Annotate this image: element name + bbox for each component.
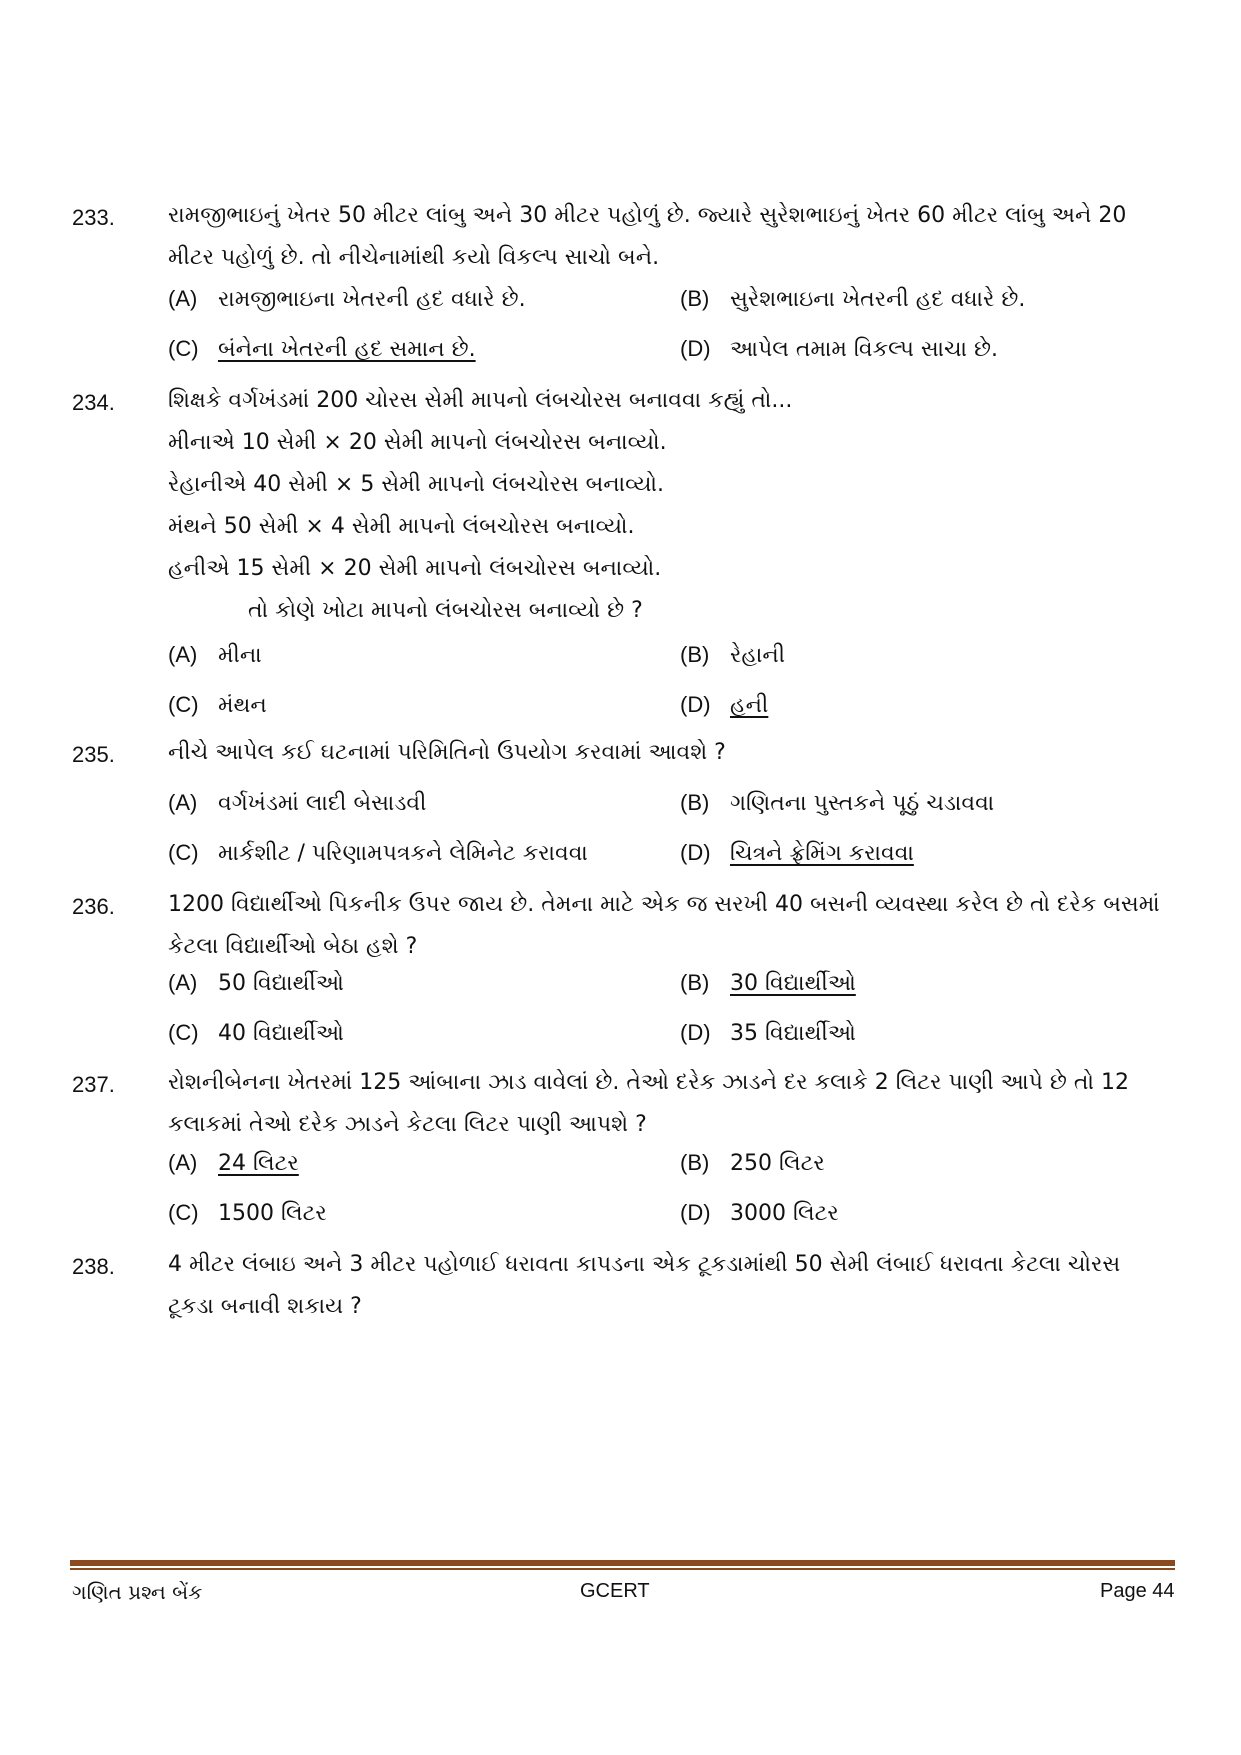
question-text: રોશનીબેનના ખેતરમાં 125 આંબાના ઝાડ વાવેલાં છે. તેઓ દરેક ઝાડને દર કલાકે 2 લિટર પાણી આપે છે તો 12 કલાકમાં તેઓ દરેક ઝાડને કેટલા લિટર પાણી આપશે ? [168, 1070, 1129, 1137]
page-number: Page 44 [1100, 1580, 1175, 1602]
question-line: રેહાનીએ 40 સેમી × 5 સેમી માપનો લંબચોરસ બનાવ્યો. [168, 472, 665, 497]
question-number: 235. [72, 742, 115, 767]
footer-divider [70, 1560, 1175, 1566]
option-b: (B) રેહાની [680, 642, 786, 668]
option-c: (C) 40 વિદ્યાર્થીઓ [168, 1020, 344, 1046]
footer-publisher: GCERT [580, 1580, 650, 1602]
question-text: રામજીભાઇનું ખેતર 50 મીટર લાંબુ અને 30 મીટર પહોળું છે. જ્યારે સુરેશભાઇનું ખેતર 60 મીટર લાંબુ અને 20 મીટર પહોળું છે. તો નીચેનામાંથી કયો વિકલ્પ સાચો બને. [168, 203, 1127, 270]
question-text: 4 મીટર લંબાઇ અને 3 મીટર પહોળાઈ ધરાવતા કાપડના એક ટૂકડામાંથી 50 સેમી લંબાઈ ધરાવતા કેટલા ચોરસ ટૂકડા બનાવી શકાય ? [168, 1252, 1121, 1319]
option-a: (A) 50 વિદ્યાર્થીઓ [168, 970, 344, 996]
option-b: (B) 250 લિટર [680, 1150, 825, 1176]
option-a-correct: (A) 24 લિટર [168, 1150, 299, 1176]
footer-book-title: ગણિત પ્રશ્ન બેંક [72, 1580, 203, 1604]
question-number: 233. [72, 205, 115, 230]
option-c: (C) 1500 લિટર [168, 1200, 327, 1226]
option-b: (B) ગણિતના પુસ્તકને પૂઠું ચડાવવા [680, 790, 995, 816]
question-line: શિક્ષકે વર્ગખંડમાં 200 ચોરસ સેમી માપનો લંબચોરસ બનાવવા કહ્યું તો... [168, 388, 793, 413]
footer-divider-thin [70, 1568, 1175, 1570]
question-text: 1200 વિદ્યાર્થીઓ પિકનીક ઉપર જાય છે. તેમના માટે એક જ સરખી 40 બસની વ્યવસ્થા કરેલ છે તો દરેક બસમાં કેટલા વિદ્યાર્થીઓ બેઠા હશે ? [168, 892, 1160, 959]
question-line: મીનાએ 10 સેમી × 20 સેમી માપનો લંબચોરસ બનાવ્યો. [168, 430, 667, 455]
question-line: હનીએ 15 સેમી × 20 સેમી માપનો લંબચોરસ બનાવ્યો. [168, 556, 662, 581]
option-b: (B) સુરેશભાઇના ખેતરની હદ વધારે છે. [680, 286, 1026, 312]
question-number: 238. [72, 1254, 115, 1279]
option-a: (A) વર્ગખંડમાં લાદી બેસાડવી [168, 790, 427, 816]
option-d: (D) આપેલ તમામ વિકલ્પ સાચા છે. [680, 336, 999, 362]
option-b-correct: (B) 30 વિદ્યાર્થીઓ [680, 970, 856, 996]
question-number: 236. [72, 894, 115, 919]
option-c: (C) મંથન [168, 692, 267, 718]
option-a: (A) મીના [168, 642, 262, 668]
question-line: તો કોણે ખોટા માપનો લંબચોરસ બનાવ્યો છે ? [248, 598, 643, 623]
option-d-correct: (D) ચિત્રને ફ્રેમિંગ કરાવવા [680, 840, 914, 866]
option-a: (A) રામજીભાઇના ખેતરની હદ વધારે છે. [168, 286, 526, 312]
question-text: નીચે આપેલ કઈ ઘટનામાં પરિમિતિનો ઉપયોગ કરવામાં આવશે ? [168, 740, 726, 765]
option-c: (C) માર્કશીટ / પરિણામપત્રકને લેમિનેટ કરાવવા [168, 840, 588, 866]
question-number: 234. [72, 390, 115, 415]
option-d: (D) 3000 લિટર [680, 1200, 839, 1226]
option-d: (D) 35 વિદ્યાર્થીઓ [680, 1020, 856, 1046]
question-number: 237. [72, 1072, 115, 1097]
question-line: મંથને 50 સેમી × 4 સેમી માપનો લંબચોરસ બનાવ્યો. [168, 514, 635, 539]
option-d-correct: (D) હની [680, 692, 769, 718]
option-c-correct: (C) બંનેના ખેતરની હદ સમાન છે. [168, 336, 476, 362]
